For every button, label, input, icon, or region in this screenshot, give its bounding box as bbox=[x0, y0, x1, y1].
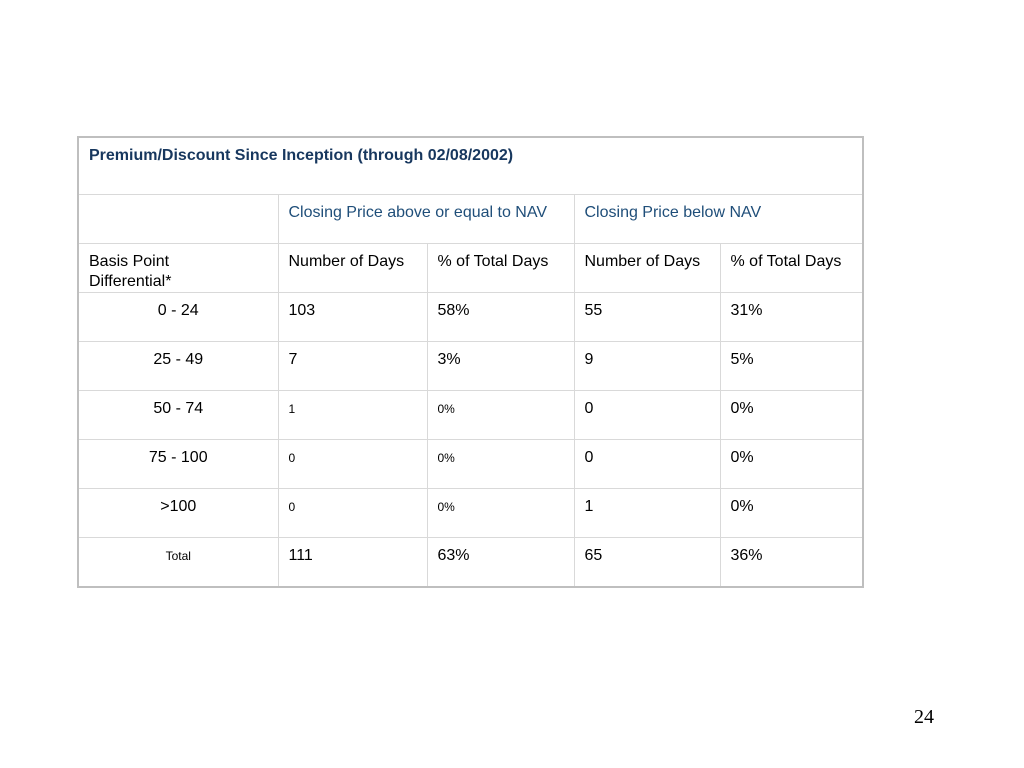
below-days-cell: 65 bbox=[574, 537, 720, 587]
title-row bbox=[78, 137, 863, 194]
basis-point-header: Basis Point Differential* bbox=[78, 243, 278, 292]
group-header-empty-cell bbox=[78, 194, 278, 243]
below-days-cell: 0 bbox=[574, 439, 720, 488]
above-days-cell: 103 bbox=[278, 292, 427, 341]
below-days-cell: 0 bbox=[574, 390, 720, 439]
table-row bbox=[78, 439, 863, 488]
table-row bbox=[78, 488, 863, 537]
above-pct-header: % of Total Days bbox=[427, 243, 574, 292]
table-title-cell bbox=[78, 137, 863, 194]
below-days-header: Number of Days bbox=[574, 243, 720, 292]
page-number: 24 bbox=[914, 706, 934, 728]
group-header-row bbox=[78, 194, 863, 243]
above-pct-cell: 58% bbox=[427, 292, 574, 341]
table-row bbox=[78, 292, 863, 341]
range-cell: >100 bbox=[78, 488, 278, 537]
range-cell: 25 - 49 bbox=[78, 341, 278, 390]
above-days-cell: 111 bbox=[278, 537, 427, 587]
range-cell: 50 - 74 bbox=[78, 390, 278, 439]
table-row bbox=[78, 341, 863, 390]
below-days-cell: 1 bbox=[574, 488, 720, 537]
above-days-cell: 7 bbox=[278, 341, 427, 390]
above-pct-cell: 0% bbox=[427, 439, 574, 488]
above-days-cell: 1 bbox=[278, 390, 427, 439]
below-pct-cell: 36% bbox=[720, 537, 863, 587]
table-title: Premium/Discount Since Inception (through 02/08/2002) bbox=[89, 147, 514, 164]
above-pct-cell: 0% bbox=[427, 488, 574, 537]
below-days-cell: 55 bbox=[574, 292, 720, 341]
below-pct-cell: 0% bbox=[720, 488, 863, 537]
below-days-cell: 9 bbox=[574, 341, 720, 390]
total-row bbox=[78, 537, 863, 587]
group-header-above-nav: Closing Price above or equal to NAV bbox=[278, 194, 574, 243]
above-days-header: Number of Days bbox=[278, 243, 427, 292]
column-header-row bbox=[78, 243, 863, 292]
above-days-cell: 0 bbox=[278, 439, 427, 488]
above-pct-cell: 63% bbox=[427, 537, 574, 587]
above-pct-cell: 3% bbox=[427, 341, 574, 390]
below-pct-cell: 31% bbox=[720, 292, 863, 341]
below-pct-cell: 0% bbox=[720, 390, 863, 439]
below-pct-cell: 0% bbox=[720, 439, 863, 488]
group-header-below-nav: Closing Price below NAV bbox=[574, 194, 863, 243]
below-pct-cell: 5% bbox=[720, 341, 863, 390]
table-row bbox=[78, 390, 863, 439]
range-cell: 75 - 100 bbox=[78, 439, 278, 488]
below-pct-header: % of Total Days bbox=[720, 243, 863, 292]
above-pct-cell: 0% bbox=[427, 390, 574, 439]
range-cell: 0 - 24 bbox=[78, 292, 278, 341]
premium-discount-table bbox=[77, 136, 864, 588]
total-label-cell: Total bbox=[78, 537, 278, 587]
above-days-cell: 0 bbox=[278, 488, 427, 537]
